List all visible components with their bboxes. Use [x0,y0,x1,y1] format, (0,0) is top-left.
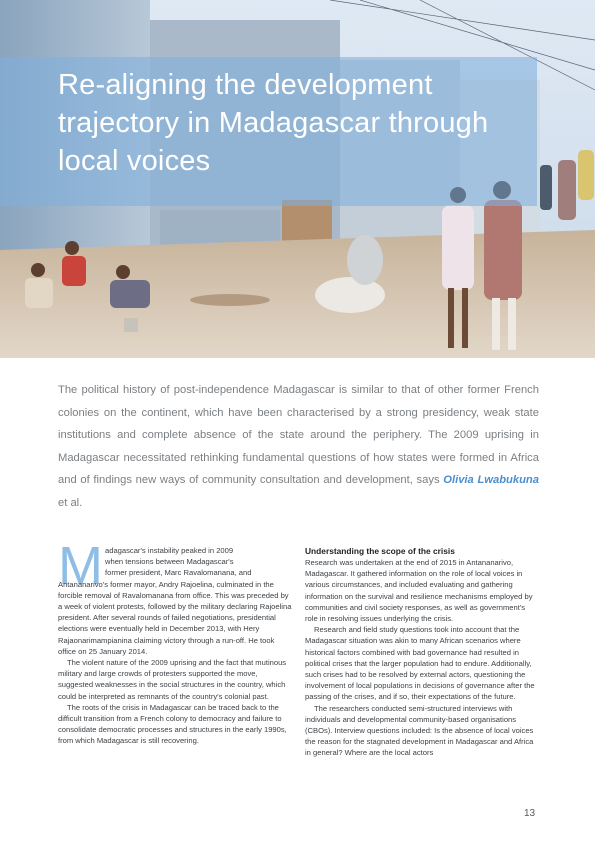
lead-line: former president, Marc Ravalomanana, and [105,568,252,578]
section-heading: Understanding the scope of the crisis [305,546,455,556]
lead-line: adagascar's instability peaked in 2009 [105,546,234,555]
intro-suffix: et al. [58,496,83,509]
intro-paragraph [58,379,539,515]
left-column [58,545,292,747]
body-paragraph: Research and field study questions took into account that the Madagascar situation was akin to many African scenarios where historical factors combined with bad governance had resulted in political crises that the larger population had to endure. Additionally, such crises had to be resolved by external actors, questioning the involvement of local populations in decisions of governance after the passing of the crises, and if so, their expectations of the future. [305,625,535,702]
body-paragraph: The researchers conducted semi-structured interviews with individuals and developmental community-based organisations (CBOs). Interview questions included: Is the absence of local voices the reason for the stagnated development in Madagascar and Africa in general? Where are the local actors [305,703,534,758]
drop-cap: M [58,536,103,596]
lead-line: when tensions between Madagascar's [105,557,234,567]
intro-text: The political history of post-independence Madagascar is similar to that of other former French colonies on the continent, which have been characterised by a strong presidency, weak state institutions and complete absence of the state around the periphery. The 2009 uprising in Madagascar necessitated rethinking fundamental questions of how states were formed in Africa and of findings new ways of community consultation and development, says [58,384,539,487]
body-paragraph: Research was undertaken at the end of 2015 in Antananarivo, Madagascar. It gathered information on the role of local voices in various circumstances, and included evaluating and gathering information on the survival and resilience mechanisms employed by communities and civil society responses, as well as government's role in resolving issues underlying the crisis. [305,558,533,624]
lead-paragraph-rest: Antananarivo's former mayor, Andry Rajoelina, culminated in the forcible removal of Ravalomanana from office. This was preceded by a week of violent protests, followed by the military declaring Rajoelina president. After several rounds of failed negotiations, presidential elections were eventually held in December 2013, with Hery Rajaonarimampianina claiming victory through a run-off. He took office on 25 January 2014. [58,579,292,656]
body-paragraph: The roots of the crisis in Madagascar can be traced back to the difficult transition from a French colony to democracy and failure to consolidate democratic processes and structures in the early 1990s, from which Madagascar is still recovering. [58,702,287,746]
body-paragraph: The violent nature of the 2009 uprising and the fact that mutinous military and large crowds of protesters supported the move, suggested weaknesses in the social structures in the country, which could be interpreted as remnants of the country's colonial past. [58,658,287,701]
page-title: Re-aligning the development trajectory in Madagascar through local voices [58,69,489,177]
author-name: Olivia Lwabukuna [443,474,539,487]
right-column [305,545,539,759]
page-number: 13 [524,808,536,819]
